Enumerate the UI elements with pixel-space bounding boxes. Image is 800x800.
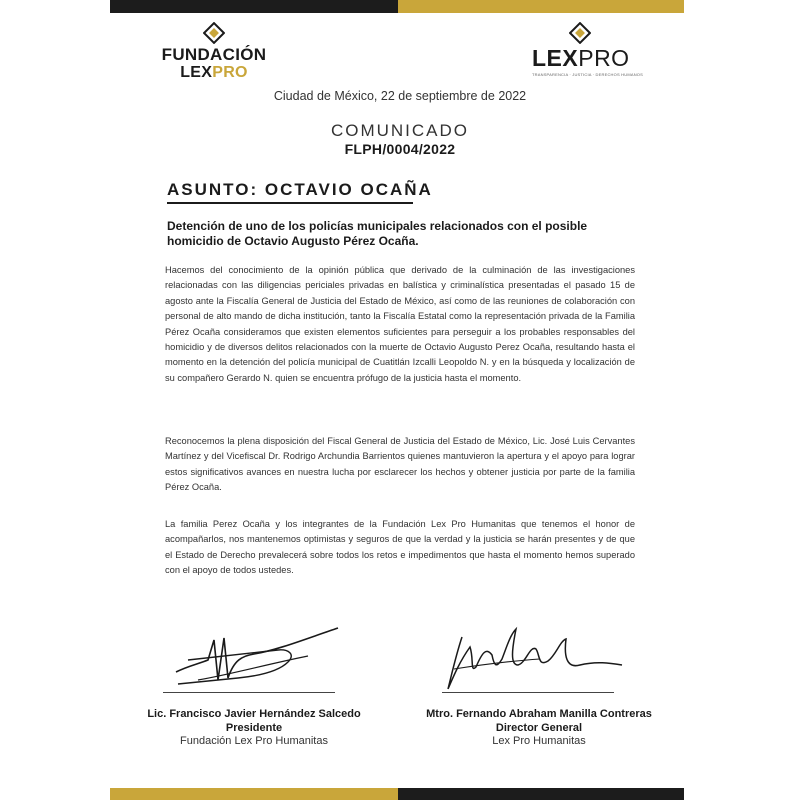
bottom-bar-gold-segment: [110, 788, 398, 800]
logo-left-line2: [160, 64, 268, 81]
body-paragraph-2: Reconocemos la plena disposición del Fiscal General de Justicia del Estado de México, Lic. José Luis Cervantes Martínez y del Vicefiscal Dr. Rodrigo Archundia Barrientos quienes mantuvieron la apertura y el apoyo para lograr estos significativos avances en nuestra lucha por esclarecer los hechos y obtener justicia por parte de la familia Pérez Ocaña.: [165, 436, 635, 493]
logo-right-tagline: TRANSPARENCIA · JUSTICIA · DERECHOS HUMANOS: [532, 72, 643, 77]
logo-right-pro: PRO: [578, 45, 630, 71]
diamond-logo-icon: [203, 22, 225, 44]
logo-left-line1: FUNDACIÓN: [161, 45, 267, 64]
signature-2: [440, 625, 625, 695]
logo-left-lex: LEX: [180, 64, 213, 81]
signature-line-2: [442, 692, 614, 693]
bottom-color-bar: [110, 788, 684, 800]
signature-line-1: [163, 692, 335, 693]
top-bar-dark-segment: [110, 0, 398, 13]
signer-2-role: Director General: [495, 721, 583, 734]
bottom-bar-dark-segment: [398, 788, 684, 800]
body-paragraph-1: Hacemos del conocimiento de la opinión pública que derivado de la culminación de las investigaciones relacionadas con las diligencias periciales privadas en balística y criminalística presentadas el pasado 15 de agosto ante la Fiscalía General de Justicia del Estado de México, así como de las reuniones de colaboración con personal de alto mando de dicha institución, tanto la Fiscalía Estatal como la representación privada de la Familia Pérez Ocaña consideramos que existen elementos suficientes para perseguir a los probables responsables del homicidio y de diversos delitos relacionados con la muerte de Octavio Augusto Perez Ocaña, resultando hasta el momento en la detención del policía municipal de Cuatitlán Izcalli Leopoldo N. y en la búsqueda y localización de su compañero Gerardo N. quien se encuentra prófugo de la justicia hasta el momento.: [165, 265, 635, 383]
logo-right-wordmark: [532, 46, 628, 70]
subject-underline: [167, 202, 413, 204]
signer-1-name: Lic. Francisco Javier Hernández Salcedo: [147, 708, 361, 720]
fundacion-lexpro-logo: [160, 22, 268, 81]
signer-1-org: Fundación Lex Pro Humanitas: [180, 735, 328, 747]
top-color-bar: [110, 0, 684, 13]
top-bar-gold-segment: [398, 0, 684, 13]
signer-2-name: Mtro. Fernando Abraham Manilla Contreras: [426, 708, 652, 720]
document-title: COMUNICADO: [330, 121, 470, 140]
diamond-logo-icon: [569, 22, 591, 44]
signature-1: [168, 620, 343, 692]
logo-left-pro: PRO: [212, 64, 248, 81]
subject-heading: ASUNTO: OCTAVIO OCAÑA: [167, 180, 433, 199]
body-paragraph-3: La familia Perez Ocaña y los integrantes de la Fundación Lex Pro Humanitas que tenemos el honor de acompañarlos, nos mantenemos optimistas y seguros de que la verdad y la justicia se harán presentes y de que el Estado de Derecho prevalecerá sobre todos los retos e impedimentos que hasta el momento hemos superado con el apoyo de todos ustedes.: [165, 519, 635, 576]
logo-right-lex: LEX: [532, 45, 579, 71]
document-number: FLPH/0004/2022: [344, 141, 456, 157]
document-date: Ciudad de México, 22 de septiembre de 2022: [273, 89, 527, 103]
signer-2-block: [389, 708, 689, 749]
signer-1-role: Presidente: [225, 721, 283, 734]
subject-headline: Detención de uno de los policías municipales relacionados con el posible homicidio de Octavio Augusto Pérez Ocaña.: [167, 219, 588, 248]
signer-1-block: [104, 708, 404, 749]
signer-2-org: Lex Pro Humanitas: [492, 735, 586, 747]
lexpro-logo: [532, 22, 643, 77]
